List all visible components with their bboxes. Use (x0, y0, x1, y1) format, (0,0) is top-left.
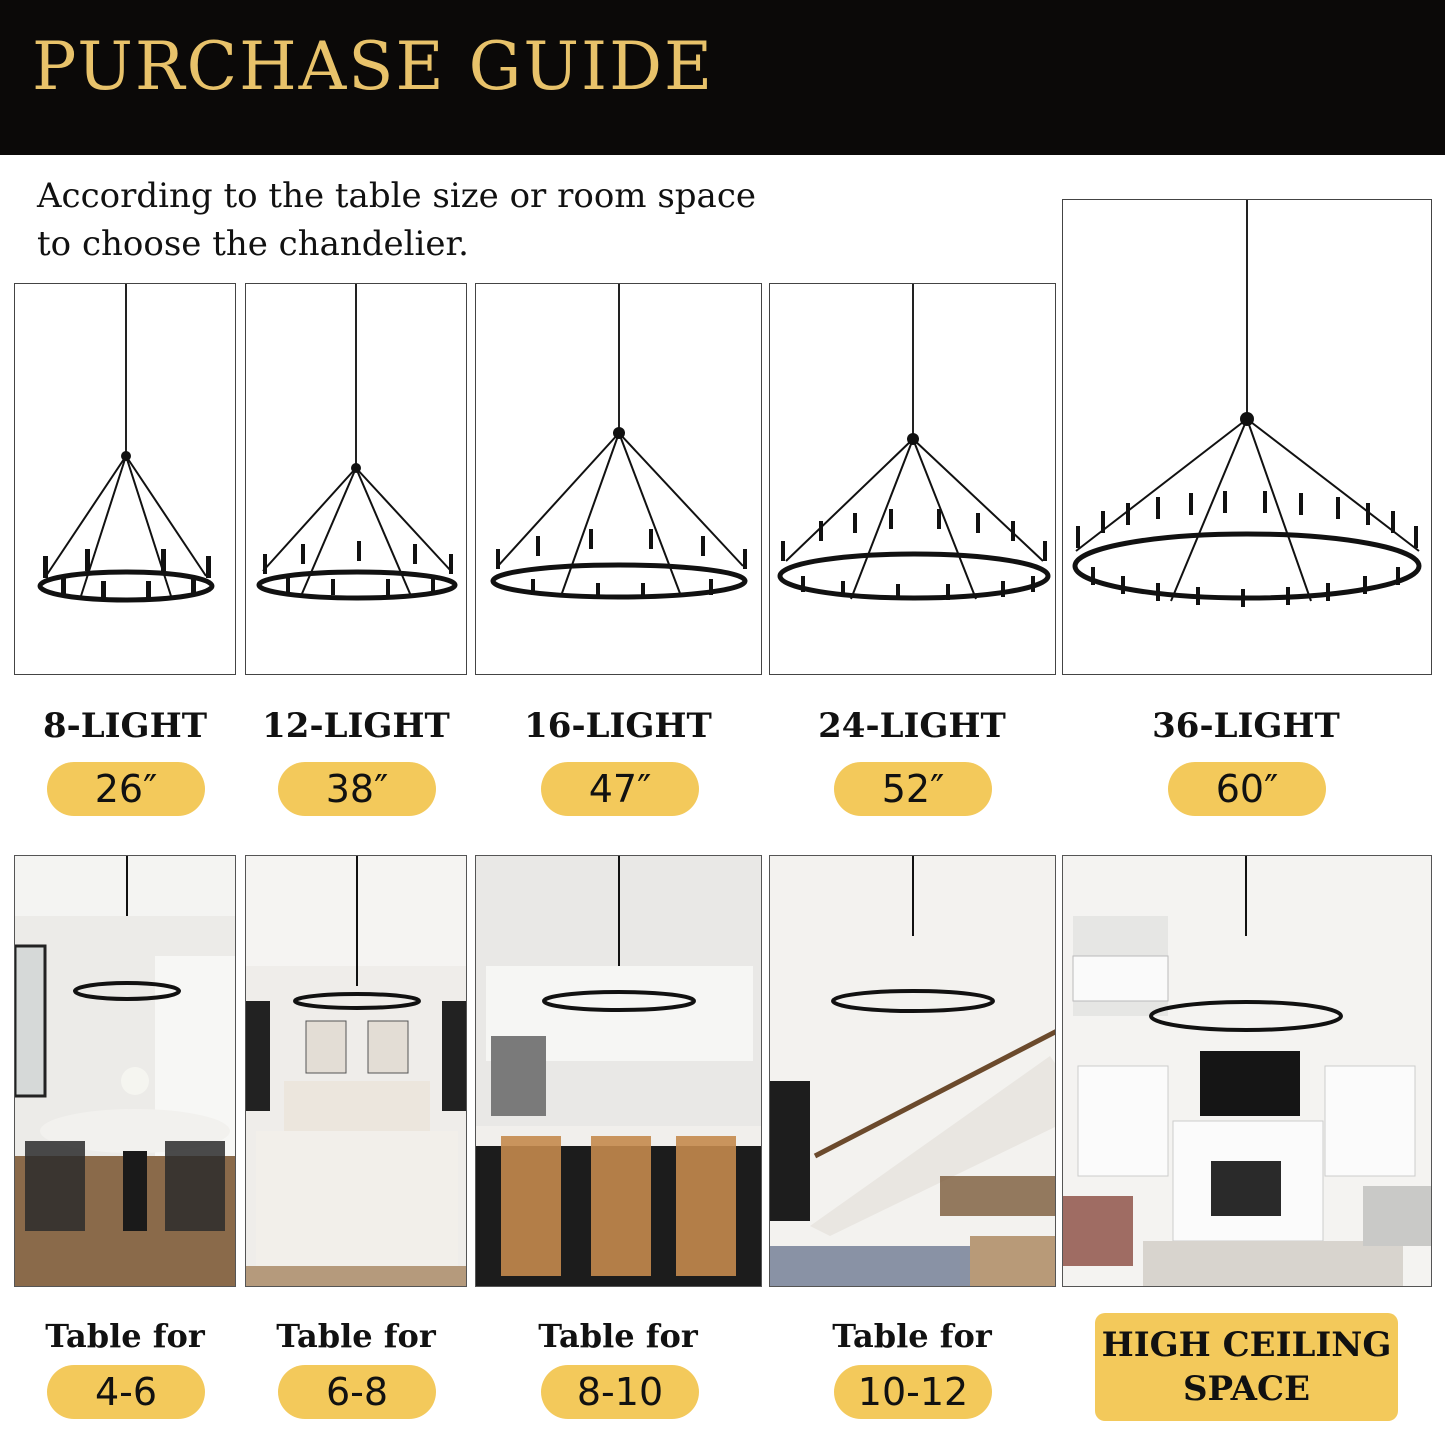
table-heading-24-light: Table for (832, 1317, 992, 1355)
light-count-36: 36-LIGHT (1152, 706, 1340, 746)
product-panel-12-light (245, 283, 467, 675)
table-size-badge-12-light: 6-8 (278, 1365, 436, 1419)
light-count-16: 16-LIGHT (524, 706, 712, 746)
high-ceiling-badge (1095, 1313, 1398, 1421)
size-badge-16-light: 47″ (541, 762, 699, 816)
living-room-image (1063, 856, 1432, 1287)
chandelier-36-light-image (1063, 200, 1432, 675)
dining-room-image (15, 856, 236, 1287)
size-badge-24-light: 52″ (834, 762, 992, 816)
chandelier-12-light-image (246, 284, 467, 675)
high-ceiling-line2: SPACE (1182, 1369, 1310, 1409)
high-ceiling-line1: HIGH CEILING (1101, 1325, 1392, 1365)
product-panel-8-light (14, 283, 236, 675)
size-badge-12-light: 38″ (278, 762, 436, 816)
room-scene-dining (14, 855, 236, 1287)
size-badge-8-light: 26″ (47, 762, 205, 816)
table-size-badge-8-light: 4-6 (47, 1365, 205, 1419)
product-panel-16-light (475, 283, 762, 675)
intro-text: According to the table size or room space to choose the chandelier. (37, 176, 756, 264)
light-count-24: 24-LIGHT (818, 706, 1006, 746)
product-panel-36-light (1062, 199, 1432, 675)
product-panel-24-light (769, 283, 1056, 675)
table-size-badge-24-light: 10-12 (834, 1365, 992, 1419)
table-size-badge-16-light: 8-10 (541, 1365, 699, 1419)
page-title: PURCHASE GUIDE (32, 28, 715, 105)
bedroom-image (246, 856, 467, 1287)
foyer-staircase-image (770, 856, 1056, 1287)
light-count-8: 8-LIGHT (42, 706, 208, 746)
light-count-12: 12-LIGHT (262, 706, 450, 746)
chandelier-16-light-image (476, 284, 762, 675)
room-scene-bedroom (245, 855, 467, 1287)
header-banner (0, 0, 1445, 155)
table-heading-12-light: Table for (276, 1317, 436, 1355)
table-heading-8-light: Table for (45, 1317, 205, 1355)
size-badge-36-light: 60″ (1168, 762, 1326, 816)
room-scene-high-ceiling-living (1062, 855, 1432, 1287)
room-scene-foyer (769, 855, 1056, 1287)
chandelier-8-light-image (15, 284, 236, 675)
table-heading-16-light: Table for (538, 1317, 698, 1355)
kitchen-image (476, 856, 762, 1287)
room-scene-kitchen (475, 855, 762, 1287)
chandelier-24-light-image (770, 284, 1056, 675)
